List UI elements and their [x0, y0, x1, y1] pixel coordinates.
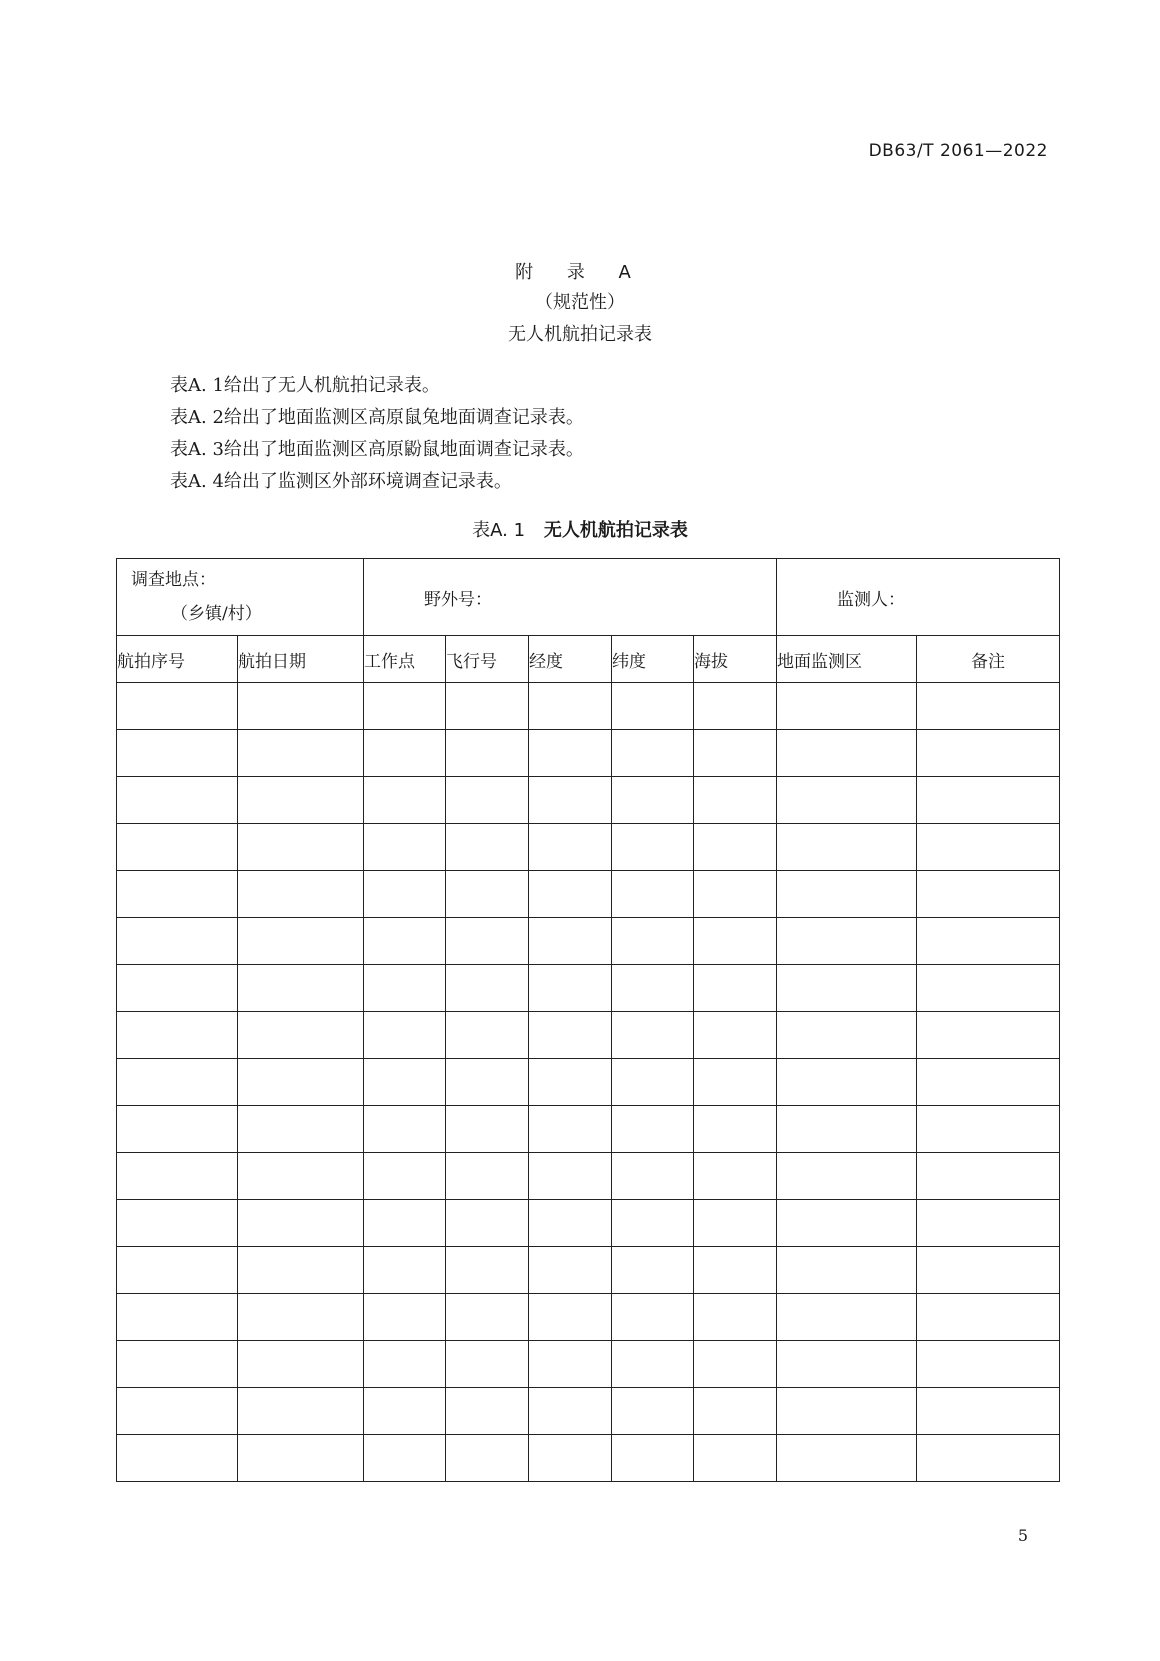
blank-entry-cell[interactable]: [446, 1294, 529, 1341]
blank-entry-cell[interactable]: [446, 1388, 529, 1435]
blank-entry-cell[interactable]: [117, 1388, 238, 1435]
table-row: [117, 918, 1060, 965]
appendix-nature: （规范性）: [535, 292, 625, 313]
blank-entry-cell[interactable]: [446, 871, 529, 918]
column-header: 航拍日期: [238, 636, 364, 683]
blank-entry-cell[interactable]: [238, 730, 364, 777]
blank-entry-cell[interactable]: [777, 1388, 917, 1435]
field-number-label: 野外号：: [424, 589, 493, 610]
blank-entry-cell[interactable]: [694, 1059, 777, 1106]
blank-entry-cell[interactable]: [777, 1435, 917, 1482]
field-number-cell[interactable]: [364, 559, 777, 636]
blank-entry-cell[interactable]: [529, 1341, 612, 1388]
blank-entry-cell[interactable]: [364, 871, 446, 918]
column-header-row: [117, 636, 1060, 683]
blank-entry-cell[interactable]: [446, 1435, 529, 1482]
blank-entry-cell[interactable]: [694, 730, 777, 777]
blank-entry-cell[interactable]: [529, 683, 612, 730]
location-sublabel: （乡镇/村）: [171, 604, 262, 624]
blank-entry-cell[interactable]: [612, 777, 694, 824]
blank-entry-cell[interactable]: [917, 871, 1060, 918]
blank-entry-cell[interactable]: [117, 1012, 238, 1059]
table-row: [117, 1388, 1060, 1435]
table-caption-id: 表A. 1: [472, 520, 526, 541]
blank-entry-cell[interactable]: [529, 965, 612, 1012]
blank-entry-cell[interactable]: [529, 1153, 612, 1200]
blank-entry-cell[interactable]: [612, 1106, 694, 1153]
blank-entry-cell[interactable]: [117, 1200, 238, 1247]
blank-entry-cell[interactable]: [238, 824, 364, 871]
blank-entry-cell[interactable]: [612, 871, 694, 918]
blank-entry-cell[interactable]: [612, 1200, 694, 1247]
column-header: 海拔: [694, 636, 777, 683]
table-caption-title: 无人机航拍记录表: [543, 520, 688, 541]
blank-entry-cell[interactable]: [694, 1247, 777, 1294]
blank-entry-cell[interactable]: [612, 1012, 694, 1059]
column-header: 飞行号: [446, 636, 529, 683]
blank-entry-cell[interactable]: [917, 1341, 1060, 1388]
blank-entry-cell[interactable]: [117, 1106, 238, 1153]
blank-entry-cell[interactable]: [694, 871, 777, 918]
blank-entry-cell[interactable]: [917, 1435, 1060, 1482]
blank-entry-cell[interactable]: [917, 730, 1060, 777]
blank-entry-cell[interactable]: [694, 777, 777, 824]
table-row: [117, 1200, 1060, 1247]
blank-entry-cell[interactable]: [529, 1294, 612, 1341]
blank-entry-cell[interactable]: [446, 1012, 529, 1059]
blank-entry-cell[interactable]: [238, 1247, 364, 1294]
blank-entry-cell[interactable]: [446, 1059, 529, 1106]
blank-entry-cell[interactable]: [917, 1059, 1060, 1106]
aerial-record-table: [116, 558, 1060, 1482]
blank-entry-cell[interactable]: [917, 1153, 1060, 1200]
blank-entry-cell[interactable]: [777, 730, 917, 777]
blank-entry-cell[interactable]: [694, 824, 777, 871]
blank-entry-cell[interactable]: [612, 1153, 694, 1200]
blank-entry-cell[interactable]: [777, 1106, 917, 1153]
blank-entry-cell[interactable]: [529, 1435, 612, 1482]
blank-entry-cell[interactable]: [446, 1247, 529, 1294]
blank-entry-cell[interactable]: [446, 777, 529, 824]
blank-entry-cell[interactable]: [694, 1294, 777, 1341]
column-header: 纬度: [612, 636, 694, 683]
blank-entry-cell[interactable]: [529, 1012, 612, 1059]
blank-entry-cell[interactable]: [529, 1200, 612, 1247]
blank-entry-cell[interactable]: [917, 965, 1060, 1012]
blank-entry-cell[interactable]: [364, 1012, 446, 1059]
blank-entry-cell[interactable]: [364, 1059, 446, 1106]
intro-line: 表A. 3给出了地面监测区高原鼢鼠地面调查记录表。: [170, 439, 584, 460]
blank-entry-cell[interactable]: [364, 683, 446, 730]
monitor-cell[interactable]: [777, 559, 1060, 636]
blank-entry-cell[interactable]: [117, 824, 238, 871]
column-header: 工作点: [364, 636, 446, 683]
column-header: 经度: [529, 636, 612, 683]
blank-entry-cell[interactable]: [364, 1153, 446, 1200]
blank-entry-cell[interactable]: [238, 1059, 364, 1106]
blank-entry-cell[interactable]: [117, 918, 238, 965]
blank-entry-cell[interactable]: [917, 1012, 1060, 1059]
column-header: 备注: [917, 636, 1060, 683]
blank-entry-cell[interactable]: [238, 1200, 364, 1247]
table-row: [117, 730, 1060, 777]
blank-entry-cell[interactable]: [446, 824, 529, 871]
blank-entry-cell[interactable]: [777, 871, 917, 918]
table-row: [117, 1247, 1060, 1294]
table-row: [117, 1153, 1060, 1200]
blank-entry-cell[interactable]: [238, 1294, 364, 1341]
blank-entry-cell[interactable]: [364, 730, 446, 777]
blank-entry-cell[interactable]: [612, 918, 694, 965]
blank-entry-cell[interactable]: [238, 683, 364, 730]
blank-entry-cell[interactable]: [238, 1012, 364, 1059]
blank-entry-cell[interactable]: [364, 1294, 446, 1341]
blank-entry-cell[interactable]: [238, 1153, 364, 1200]
intro-line: 表A. 4给出了监测区外部环境调查记录表。: [170, 471, 512, 492]
blank-entry-cell[interactable]: [117, 965, 238, 1012]
blank-entry-cell[interactable]: [117, 683, 238, 730]
blank-entry-cell[interactable]: [777, 918, 917, 965]
blank-entry-cell[interactable]: [364, 1106, 446, 1153]
blank-entry-cell[interactable]: [446, 965, 529, 1012]
blank-entry-cell[interactable]: [612, 683, 694, 730]
table-row: [117, 824, 1060, 871]
intro-line: 表A. 1给出了无人机航拍记录表。: [170, 375, 440, 396]
blank-entry-cell[interactable]: [694, 1106, 777, 1153]
intro-list: [170, 370, 584, 498]
blank-entry-cell[interactable]: [529, 824, 612, 871]
blank-entry-cell[interactable]: [238, 1106, 364, 1153]
blank-entry-cell[interactable]: [694, 918, 777, 965]
blank-entry-cell[interactable]: [612, 965, 694, 1012]
blank-entry-cell[interactable]: [612, 1059, 694, 1106]
blank-entry-cell[interactable]: [117, 1435, 238, 1482]
table-row: [117, 1106, 1060, 1153]
blank-entry-cell[interactable]: [917, 1388, 1060, 1435]
blank-entry-cell[interactable]: [917, 918, 1060, 965]
blank-entry-cell[interactable]: [917, 1294, 1060, 1341]
blank-entry-cell[interactable]: [117, 1059, 238, 1106]
column-header: 航拍序号: [117, 636, 238, 683]
blank-entry-cell[interactable]: [446, 1200, 529, 1247]
blank-entry-cell[interactable]: [917, 1106, 1060, 1153]
blank-entry-cell[interactable]: [446, 1106, 529, 1153]
table-row: [117, 965, 1060, 1012]
blank-entry-cell[interactable]: [529, 730, 612, 777]
monitor-label: 监测人：: [837, 589, 906, 610]
blank-entry-cell[interactable]: [777, 965, 917, 1012]
blank-entry-cell[interactable]: [529, 777, 612, 824]
blank-entry-cell[interactable]: [529, 1247, 612, 1294]
blank-entry-cell[interactable]: [694, 1341, 777, 1388]
table-row: [117, 1059, 1060, 1106]
column-header: 地面监测区: [777, 636, 917, 683]
blank-entry-cell[interactable]: [694, 1153, 777, 1200]
blank-entry-cell[interactable]: [777, 1059, 917, 1106]
table-row: [117, 1435, 1060, 1482]
blank-entry-cell[interactable]: [446, 918, 529, 965]
blank-entry-cell[interactable]: [529, 871, 612, 918]
blank-entry-cell[interactable]: [612, 1341, 694, 1388]
blank-entry-cell[interactable]: [612, 1435, 694, 1482]
blank-entry-cell[interactable]: [777, 683, 917, 730]
table-row: [117, 1012, 1060, 1059]
blank-entry-cell[interactable]: [529, 918, 612, 965]
blank-entry-cell[interactable]: [777, 1247, 917, 1294]
blank-entry-cell[interactable]: [917, 824, 1060, 871]
table-row: [117, 1294, 1060, 1341]
blank-entry-cell[interactable]: [238, 965, 364, 1012]
blank-entry-cell[interactable]: [117, 871, 238, 918]
blank-entry-cell[interactable]: [612, 1247, 694, 1294]
blank-entry-cell[interactable]: [446, 1341, 529, 1388]
blank-entry-cell[interactable]: [694, 1388, 777, 1435]
blank-entry-cell[interactable]: [612, 730, 694, 777]
blank-entry-cell[interactable]: [529, 1059, 612, 1106]
blank-entry-cell[interactable]: [694, 683, 777, 730]
table-row: [117, 1341, 1060, 1388]
blank-entry-cell[interactable]: [364, 1435, 446, 1482]
blank-entry-cell[interactable]: [238, 1341, 364, 1388]
blank-entry-cell[interactable]: [446, 730, 529, 777]
page-number: 5: [1017, 1526, 1028, 1545]
blank-entry-cell[interactable]: [612, 1388, 694, 1435]
blank-entry-cell[interactable]: [612, 1294, 694, 1341]
standard-code: DB63/T 2061—2022: [868, 141, 1048, 161]
table-caption: [0, 516, 1160, 542]
blank-entry-cell[interactable]: [917, 1247, 1060, 1294]
table-row: [117, 683, 1060, 730]
blank-entry-cell[interactable]: [917, 777, 1060, 824]
blank-entry-cell[interactable]: [238, 1435, 364, 1482]
blank-entry-cell[interactable]: [364, 1200, 446, 1247]
blank-entry-cell[interactable]: [238, 871, 364, 918]
blank-entry-cell[interactable]: [777, 1200, 917, 1247]
blank-entry-cell[interactable]: [694, 1200, 777, 1247]
blank-entry-cell[interactable]: [364, 1341, 446, 1388]
blank-entry-cell[interactable]: [446, 1153, 529, 1200]
blank-entry-cell[interactable]: [117, 1153, 238, 1200]
blank-entry-cell[interactable]: [238, 777, 364, 824]
blank-entry-cell[interactable]: [694, 1435, 777, 1482]
table-row: [117, 777, 1060, 824]
appendix-name: 无人机航拍记录表: [508, 324, 652, 345]
blank-entry-cell[interactable]: [364, 1247, 446, 1294]
blank-entry-cell[interactable]: [777, 1341, 917, 1388]
blank-entry-cell[interactable]: [117, 1341, 238, 1388]
blank-entry-cell[interactable]: [364, 777, 446, 824]
blank-entry-cell[interactable]: [777, 1153, 917, 1200]
blank-entry-cell[interactable]: [529, 1388, 612, 1435]
table-row: [117, 871, 1060, 918]
blank-entry-cell[interactable]: [777, 1012, 917, 1059]
location-cell[interactable]: [117, 559, 364, 636]
blank-entry-cell[interactable]: [446, 683, 529, 730]
blank-entry-cell[interactable]: [117, 777, 238, 824]
blank-entry-cell[interactable]: [917, 683, 1060, 730]
blank-entry-cell[interactable]: [117, 730, 238, 777]
intro-line: 表A. 2给出了地面监测区高原鼠兔地面调查记录表。: [170, 407, 584, 428]
blank-entry-cell[interactable]: [917, 1200, 1060, 1247]
blank-entry-cell[interactable]: [238, 1388, 364, 1435]
blank-entry-cell[interactable]: [694, 1012, 777, 1059]
blank-entry-cell[interactable]: [364, 918, 446, 965]
blank-entry-cell[interactable]: [364, 1388, 446, 1435]
location-label: 调查地点：: [131, 570, 216, 590]
blank-entry-cell[interactable]: [117, 1294, 238, 1341]
blank-entry-cell[interactable]: [364, 824, 446, 871]
blank-entry-cell[interactable]: [777, 824, 917, 871]
appendix-title: 附 录 A: [515, 262, 645, 283]
blank-entry-cell[interactable]: [529, 1106, 612, 1153]
blank-entry-cell[interactable]: [777, 1294, 917, 1341]
blank-entry-cell[interactable]: [117, 1247, 238, 1294]
blank-entry-cell[interactable]: [238, 918, 364, 965]
blank-entry-cell[interactable]: [612, 824, 694, 871]
blank-entry-cell[interactable]: [694, 965, 777, 1012]
blank-entry-cell[interactable]: [777, 777, 917, 824]
blank-entry-cell[interactable]: [364, 965, 446, 1012]
